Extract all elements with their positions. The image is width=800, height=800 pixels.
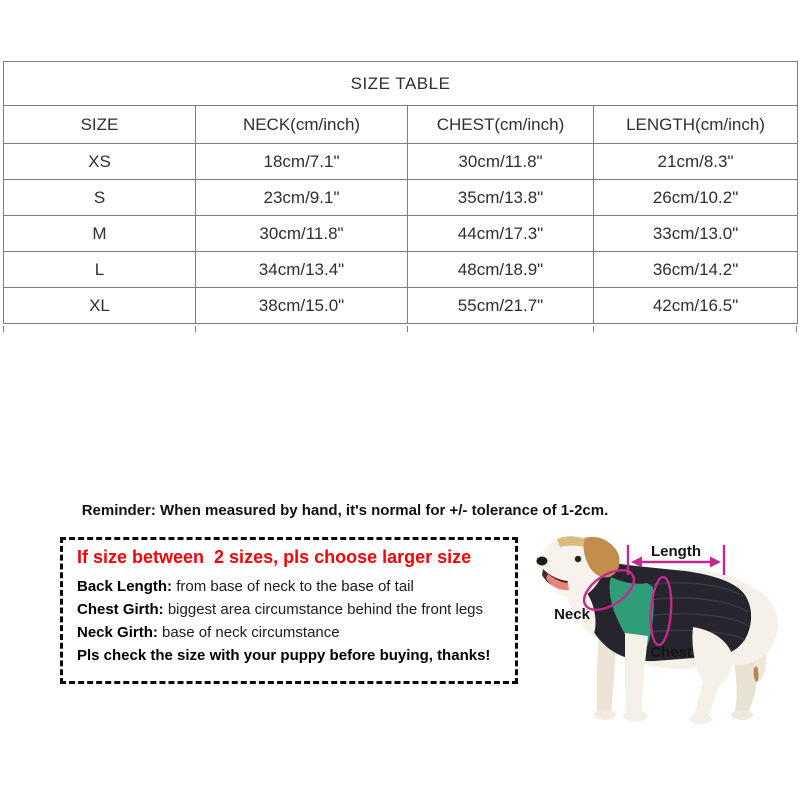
length-value: 26cm/10.2" [594, 180, 798, 216]
purchase-note: Pls check the size with your puppy before buying, thanks! [77, 647, 491, 664]
size-value: M [4, 216, 196, 252]
table-border-stub [3, 326, 4, 332]
length-value: 33cm/13.0" [594, 216, 798, 252]
neck-value: 23cm/9.1" [196, 180, 408, 216]
dog-diagram [535, 523, 800, 728]
definition-term: Chest Girth: [77, 601, 164, 618]
table-border-stub [195, 326, 196, 332]
size-value: XL [4, 288, 196, 324]
neck-label: Neck [554, 606, 590, 623]
column-header-length: LENGTH(cm/inch) [594, 106, 798, 144]
table-row-m [4, 216, 798, 252]
chest-value: 48cm/18.9" [408, 252, 594, 288]
table-row-s [4, 180, 798, 216]
size-table [3, 61, 798, 324]
definition-desc: from base of neck to the base of tail [176, 578, 414, 595]
neck-value: 34cm/13.4" [196, 252, 408, 288]
table-border-stub [407, 326, 408, 332]
dog-nose [537, 557, 548, 566]
length-arrowhead-right [710, 557, 721, 568]
dog-eye [575, 556, 581, 562]
chest-value: 55cm/21.7" [408, 288, 594, 324]
table-row-xs [4, 144, 798, 180]
size-value: L [4, 252, 196, 288]
size-value: XS [4, 144, 196, 180]
dog-paw [623, 711, 647, 722]
table-header-row [4, 106, 798, 144]
definition-term: Back Length: [77, 578, 173, 595]
length-label: Length [651, 543, 701, 560]
neck-value: 18cm/7.1" [196, 144, 408, 180]
length-value: 36cm/14.2" [594, 252, 798, 288]
neck-value: 30cm/11.8" [196, 216, 408, 252]
size-advice-text: If size between 2 sizes, pls choose larger size [77, 547, 472, 567]
dog-paw [594, 710, 616, 720]
definition-neck-girth [77, 621, 505, 644]
length-value: 42cm/16.5" [594, 288, 798, 324]
table-title: SIZE TABLE [4, 62, 798, 106]
column-header-size: SIZE [4, 106, 196, 144]
table-border-stub [593, 326, 594, 332]
table-row-l [4, 252, 798, 288]
definition-back-length [77, 575, 505, 598]
definition-chest-girth [77, 598, 505, 621]
dog-paw [690, 714, 712, 724]
length-value: 21cm/8.3" [594, 144, 798, 180]
chest-value: 44cm/17.3" [408, 216, 594, 252]
chest-label: Chest [650, 644, 692, 661]
reminder-text: Reminder: When measured by hand, it's normal for +/- tolerance of 1-2cm. [81, 502, 609, 519]
column-header-chest: CHEST(cm/inch) [408, 106, 594, 144]
neck-value: 38cm/15.0" [196, 288, 408, 324]
table-title-row [4, 62, 798, 106]
definition-desc: biggest area circumstance behind the front legs [167, 601, 484, 618]
column-header-neck: NECK(cm/inch) [196, 106, 408, 144]
dog-illustration [535, 523, 800, 728]
chest-value: 30cm/11.8" [408, 144, 594, 180]
definition-term: Neck Girth: [77, 624, 158, 641]
definition-desc: base of neck circumstance [162, 624, 340, 641]
table-border-stub [796, 326, 797, 332]
measure-definitions [77, 575, 505, 668]
table-row-xl [4, 288, 798, 324]
dog-front-leg [625, 633, 648, 715]
chest-value: 35cm/13.8" [408, 180, 594, 216]
size-value: S [4, 180, 196, 216]
dog-paw [731, 710, 753, 720]
size-note-box [60, 537, 518, 684]
